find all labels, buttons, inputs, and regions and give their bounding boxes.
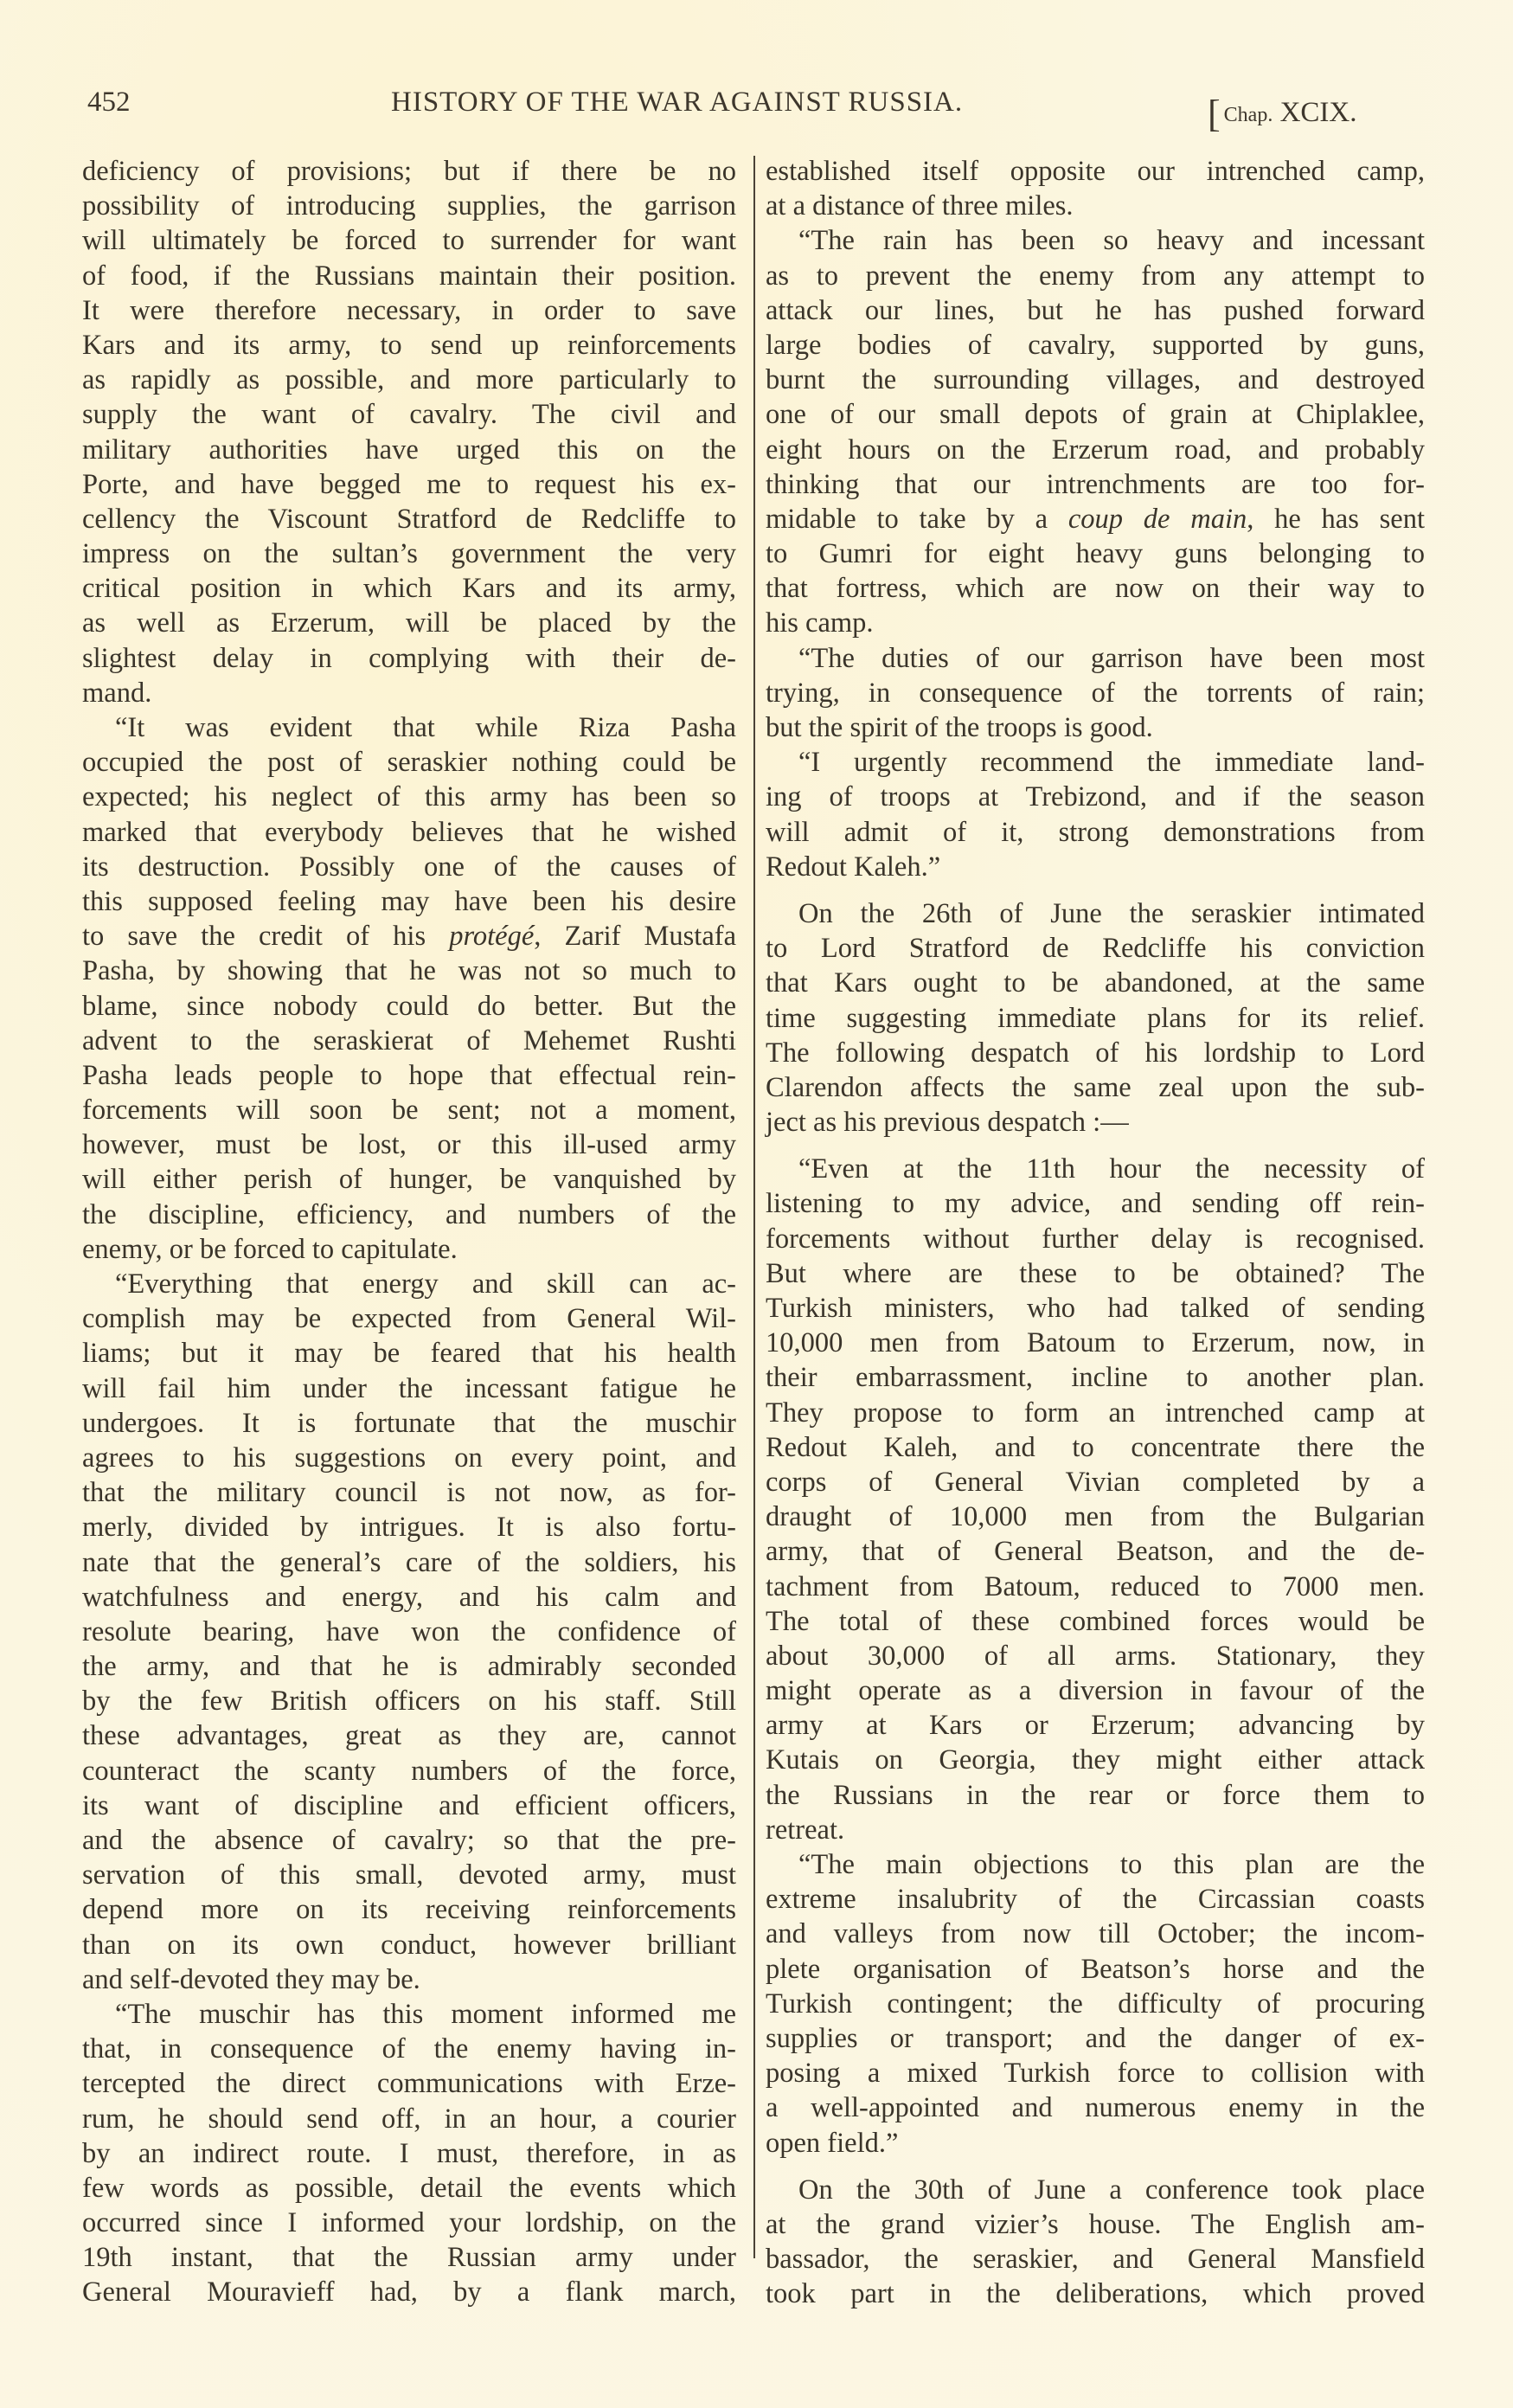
line-text: Turkish ministers, who had talked of sending: [766, 1293, 1425, 1324]
text-line: [766, 1430, 1425, 1465]
text-line: [766, 363, 1425, 397]
text-line: [766, 1070, 1425, 1105]
text-line: [766, 745, 1425, 780]
text-line: [766, 293, 1425, 328]
text-line: [82, 1441, 736, 1475]
line-text: to Lord Stratford de Redcliffe his conviction: [766, 933, 1425, 965]
text-line: [766, 536, 1425, 571]
line-text: blame, since nobody could do better. But the: [82, 990, 736, 1022]
line-text: “I urgently recommend the immediate land-: [798, 747, 1425, 779]
line-text: to save the credit of his: [82, 921, 426, 953]
text-line: [766, 1534, 1425, 1569]
text-line: [82, 606, 736, 640]
line-text: its want of discipline and efficient officers,: [82, 1789, 736, 1821]
paragraph-gap: [766, 1140, 1425, 1152]
line-text: by an indirect route. I must, therefore, in as: [82, 2137, 736, 2169]
line-text: enemy, or be forced to capitulate.: [82, 1233, 458, 1265]
running-title: HISTORY OF THE WAR AGAINST RUSSIA.: [391, 87, 964, 118]
text-line: [82, 1127, 736, 1162]
left-column: [82, 154, 736, 2310]
line-text: 10,000 men from Batoum to Erzerum, now, in: [766, 1327, 1425, 1359]
text-line: [82, 815, 736, 850]
line-text: open field.”: [766, 2127, 899, 2159]
text-line: [82, 1475, 736, 1510]
page-number: 452: [87, 87, 131, 118]
line-text: merly, divided by intrigues. It is also fortu-: [82, 1512, 736, 1544]
text-line: [82, 2240, 736, 2275]
line-text: complish may be expected from General Wil-: [82, 1303, 736, 1335]
line-text: these advantages, great as they are, cannot: [82, 1720, 736, 1752]
text-line: [766, 2056, 1425, 2090]
text-line: [82, 780, 736, 814]
text-line: [766, 1152, 1425, 1186]
line-text: large bodies of cavalry, supported by guns,: [766, 329, 1425, 361]
text-line: [766, 1396, 1425, 1430]
line-text: occurred since I informed your lordship, on the: [82, 2207, 736, 2239]
text-line: [82, 850, 736, 884]
text-line: [82, 328, 736, 363]
line-text: to Gumri for eight heavy guns belonging to: [766, 538, 1425, 570]
line-text: midable to take by a: [766, 503, 1048, 535]
text-line: [766, 1604, 1425, 1639]
line-text: servation of this small, devoted army, must: [82, 1859, 736, 1891]
line-text: will fail him under the incessant fatigue he: [82, 1372, 736, 1404]
line-text: undergoes. It is fortunate that the muschir: [82, 1407, 736, 1439]
text-line: [82, 919, 736, 954]
text-line: [766, 467, 1425, 502]
text-line: [82, 2206, 736, 2240]
text-line: [82, 189, 736, 223]
line-text: its destruction. Possibly one of the causes of: [82, 851, 736, 883]
chapter-number: XCIX.: [1279, 97, 1357, 128]
line-text: trying, in consequence of the torrents of rain;: [766, 677, 1425, 709]
text-line: [766, 2276, 1425, 2311]
text-line: [766, 1570, 1425, 1604]
text-line: [82, 1997, 736, 2032]
text-line: [766, 1291, 1425, 1326]
text-line: [82, 1754, 736, 1788]
line-text: cellency the Viscount Stratford de Redcliffe to: [82, 503, 736, 535]
line-text: but the spirit of the troops is good.: [766, 712, 1153, 743]
line-text: time suggesting immediate plans for its relief.: [766, 1002, 1425, 1034]
line-text: Porte, and have begged me to request his ex-: [82, 468, 736, 500]
text-line: [766, 1499, 1425, 1534]
text-line: [82, 1162, 736, 1197]
line-text: “It was evident that while Riza Pasha: [115, 712, 736, 743]
line-text: ject as his previous despatch :—: [766, 1107, 1129, 1139]
line-text: nate that the general’s care of the soldiers, his: [82, 1546, 736, 1578]
text-line: [82, 1336, 736, 1371]
text-line: [82, 1788, 736, 1823]
text-line: [82, 397, 736, 432]
text-line: [82, 954, 736, 988]
line-text: took part in the deliberations, which proved: [766, 2278, 1425, 2310]
text-line: [766, 1778, 1425, 1813]
text-line: [766, 1743, 1425, 1777]
text-line: [82, 1371, 736, 1406]
line-text: agrees to his suggestions on every point, and: [82, 1442, 736, 1474]
text-line: [82, 1058, 736, 1093]
text-line: [766, 1326, 1425, 1360]
line-text: They propose to form an intrenched camp at: [766, 1397, 1425, 1429]
line-text: “Everything that energy and skill can ac-: [115, 1268, 736, 1300]
line-text: forcements will soon be sent; not a moment,: [82, 1095, 736, 1127]
line-text: liams; but it may be feared that his health: [82, 1338, 736, 1370]
text-line: [82, 1510, 736, 1544]
text-line: [82, 1962, 736, 1997]
line-text: Pasha, by showing that he was not so much to: [82, 955, 736, 987]
text-line: [82, 259, 736, 293]
text-line: [766, 1360, 1425, 1395]
line-text: possibility of introducing supplies, the garrison: [82, 190, 736, 222]
text-line: [766, 1847, 1425, 1882]
line-text: that fortress, which are now on their way to: [766, 573, 1425, 605]
line-text: “The duties of our garrison have been most: [798, 642, 1425, 674]
line-text: will either perish of hunger, be vanquished by: [82, 1164, 736, 1196]
text-line: [766, 1186, 1425, 1221]
line-text: one of our small depots of grain at Chiplaklee,: [766, 399, 1425, 431]
text-line: [766, 1917, 1425, 1951]
line-text: bassador, the seraskier, and General Mansfield: [766, 2244, 1425, 2276]
line-text: Turkish contingent; the difficulty of procuring: [766, 1987, 1425, 2020]
text-line: [82, 884, 736, 919]
text-line: [766, 1813, 1425, 1847]
text-line: [766, 571, 1425, 606]
chapter-bracket: [: [1208, 93, 1221, 135]
text-line: [82, 1928, 736, 1962]
text-line: [766, 676, 1425, 710]
line-text: their embarrassment, incline to another plan.: [766, 1362, 1425, 1394]
line-text: tercepted the direct communications with Erze-: [82, 2068, 736, 2100]
line-text-after: , he has sent: [1247, 503, 1425, 535]
line-text: the army, and that he is admirably seconded: [82, 1651, 736, 1683]
line-text: however, must be lost, or this ill-used army: [82, 1129, 736, 1161]
line-text: eight hours on the Erzerum road, and probably: [766, 433, 1425, 466]
text-line: [82, 1093, 736, 1127]
text-line: [766, 1639, 1425, 1673]
text-line: [82, 223, 736, 258]
text-line: [82, 1024, 736, 1058]
italic-phrase: protégé: [449, 921, 535, 953]
text-line: [82, 2136, 736, 2171]
line-text: Redout Kaleh.”: [766, 851, 941, 883]
text-line: [82, 1858, 736, 1892]
text-line: [82, 2171, 736, 2206]
text-line: [82, 154, 736, 189]
text-line: [82, 571, 736, 606]
text-line: [82, 363, 736, 397]
line-text: a well-appointed and numerous enemy in the: [766, 2092, 1425, 2124]
text-line: [766, 966, 1425, 1000]
text-line: [766, 710, 1425, 745]
line-text: advent to the seraskierat of Mehemet Rushti: [82, 1024, 736, 1056]
line-text: It were therefore necessary, in order to save: [82, 294, 736, 326]
text-line: [766, 189, 1425, 223]
text-line: [766, 433, 1425, 467]
paragraph-gap: [766, 884, 1425, 896]
text-line: [766, 502, 1425, 536]
text-line: [82, 2066, 736, 2101]
line-text: might operate as a diversion in favour of the: [766, 1675, 1425, 1707]
text-line: [82, 1198, 736, 1232]
line-text: that the military council is not now, as for-: [82, 1477, 736, 1509]
italic-phrase: coup de main: [1067, 503, 1247, 535]
text-line: [82, 676, 736, 710]
line-text: posing a mixed Turkish force to collision with: [766, 2058, 1425, 2090]
line-text: watchfulness and energy, and his calm and: [82, 1581, 736, 1613]
line-text: On the 26th of June the seraskier intimated: [798, 897, 1425, 929]
line-text: this supposed feeling may have been his desire: [82, 885, 736, 917]
line-text: marked that everybody believes that he wished: [82, 816, 736, 848]
line-text: critical position in which Kars and its army,: [82, 573, 736, 605]
text-line: [82, 1267, 736, 1301]
line-text: as to prevent the enemy from any attempt to: [766, 260, 1425, 292]
line-text: plete organisation of Beatson’s horse and the: [766, 1953, 1425, 1985]
text-line: [82, 1823, 736, 1858]
text-line: [766, 1105, 1425, 1140]
chapter-prefix: Chap.: [1223, 104, 1273, 126]
line-text: the Russians in the rear or force them to: [766, 1779, 1425, 1811]
text-line: [82, 745, 736, 780]
text-line: [766, 2207, 1425, 2242]
text-line: [82, 989, 736, 1024]
text-line: [82, 1649, 736, 1684]
line-text: deficiency of provisions; but if there be no: [82, 156, 736, 187]
running-header: [0, 87, 1513, 135]
line-text: draught of 10,000 men from the Bulgarian: [766, 1501, 1425, 1533]
line-text: will ultimately be forced to surrender for want: [82, 225, 736, 257]
line-text: impress on the sultan’s government the very: [82, 538, 736, 570]
line-text: rum, he should send off, in an hour, a courier: [82, 2103, 736, 2135]
line-text: depend more on its receiving reinforcements: [82, 1894, 736, 1926]
right-column: [766, 154, 1425, 2311]
line-text: and self-devoted they may be.: [82, 1963, 420, 1995]
line-text: as well as Erzerum, will be placed by the: [82, 607, 736, 639]
text-line: [766, 815, 1425, 850]
text-line: [766, 154, 1425, 189]
text-line: [766, 2173, 1425, 2207]
text-line: [82, 1718, 736, 1753]
text-line: [766, 1222, 1425, 1256]
text-line: [82, 1545, 736, 1580]
line-text: tachment from Batoum, reduced to 7000 men.: [766, 1570, 1425, 1602]
text-line: [766, 896, 1425, 931]
text-line: [766, 223, 1425, 258]
line-text: established itself opposite our intrenched camp,: [766, 156, 1425, 187]
text-line: [82, 1301, 736, 1336]
line-text: General Mouravieff had, by a flank march,: [82, 2276, 736, 2308]
text-line: [82, 2102, 736, 2136]
line-text: Clarendon affects the same zeal upon the sub-: [766, 1071, 1425, 1103]
text-line: [766, 1708, 1425, 1743]
line-text: that, in consequence of the enemy having in-: [82, 2033, 736, 2065]
line-text: “The muschir has this moment informed me: [115, 1998, 736, 2030]
text-line: [766, 2021, 1425, 2056]
text-line: [766, 1001, 1425, 1036]
line-text: by the few British officers on his staff. Still: [82, 1686, 736, 1718]
line-text: burnt the surrounding villages, and destroyed: [766, 364, 1425, 396]
line-text: Pasha leads people to hope that effectual rein-: [82, 1059, 736, 1091]
line-text: ing of troops at Trebizond, and if the season: [766, 781, 1425, 813]
line-text: supplies or transport; and the danger of ex-: [766, 2022, 1425, 2054]
chapter-reference: [1208, 87, 1357, 135]
text-line: [766, 2242, 1425, 2276]
text-line: [82, 1684, 736, 1718]
text-line: [82, 1580, 736, 1615]
text-line: [766, 1987, 1425, 2021]
line-text: “The rain has been so heavy and incessant: [798, 225, 1425, 257]
text-line: [766, 259, 1425, 293]
line-text: that Kars ought to be abandoned, at the same: [766, 967, 1425, 999]
column-divider: [753, 156, 755, 2258]
line-text: The total of these combined forces would be: [766, 1605, 1425, 1637]
line-text: Kars and its army, to send up reinforcements: [82, 329, 736, 361]
text-line: [766, 1036, 1425, 1070]
line-text: than on its own conduct, however brilliant: [82, 1929, 736, 1961]
line-text: at the grand vizier’s house. The English am-: [766, 2208, 1425, 2240]
line-text: and the absence of cavalry; so that the pre-: [82, 1825, 736, 1856]
text-line: [766, 2126, 1425, 2161]
line-text: few words as possible, detail the events which: [82, 2172, 736, 2204]
line-text: army at Kars or Erzerum; advancing by: [766, 1710, 1425, 1742]
text-line: [766, 780, 1425, 814]
line-text: The following despatch of his lordship to Lord: [766, 1037, 1425, 1069]
line-text: But where are these to be obtained? The: [766, 1257, 1425, 1289]
line-text: resolute bearing, have won the confidence of: [82, 1615, 736, 1647]
line-text: Redout Kaleh, and to concentrate there the: [766, 1431, 1425, 1463]
text-line: [82, 536, 736, 571]
text-line: [766, 641, 1425, 676]
text-line: [766, 1952, 1425, 1987]
text-line: [82, 1892, 736, 1927]
line-text: about 30,000 of all arms. Stationary, they: [766, 1640, 1425, 1672]
line-text: occupied the post of seraskier nothing could be: [82, 747, 736, 779]
text-line: [82, 502, 736, 536]
line-text: and valleys from now till October; the incom-: [766, 1918, 1425, 1950]
line-text: army, that of General Beatson, and the de-: [766, 1536, 1425, 1568]
line-text: “Even at the 11th hour the necessity of: [798, 1153, 1425, 1185]
line-text: counteract the scanty numbers of the force,: [82, 1755, 736, 1787]
line-text: at a distance of three miles.: [766, 190, 1074, 222]
line-text: as rapidly as possible, and more particularly to: [82, 364, 736, 396]
text-line: [766, 328, 1425, 363]
text-line: [766, 2090, 1425, 2125]
text-line: [82, 1406, 736, 1441]
text-line: [82, 641, 736, 676]
line-text: of food, if the Russians maintain their position.: [82, 260, 736, 292]
line-text: retreat.: [766, 1814, 845, 1846]
line-text: supply the want of cavalry. The civil and: [82, 399, 736, 431]
line-text: slightest delay in complying with their de-: [82, 642, 736, 674]
line-text: military authorities have urged this on the: [82, 433, 736, 466]
line-text: 19th instant, that the Russian army under: [82, 2242, 736, 2274]
line-text: thinking that our intrenchments are too for-: [766, 468, 1425, 500]
line-text: will admit of it, strong demonstrations from: [766, 816, 1425, 848]
line-text: expected; his neglect of this army has been so: [82, 781, 736, 813]
line-text: forcements without further delay is recognised.: [766, 1223, 1425, 1255]
text-line: [766, 931, 1425, 966]
text-line: [82, 433, 736, 467]
text-line: [766, 606, 1425, 640]
line-text: listening to my advice, and sending off rein-: [766, 1188, 1425, 1220]
text-line: [766, 1882, 1425, 1917]
text-line: [82, 293, 736, 328]
line-text: On the 30th of June a conference took place: [798, 2174, 1425, 2206]
text-line: [82, 2032, 736, 2066]
line-text: corps of General Vivian completed by a: [766, 1466, 1425, 1498]
line-text: extreme insalubrity of the Circassian coasts: [766, 1884, 1425, 1916]
text-line: [766, 397, 1425, 432]
line-text: Kutais on Georgia, they might either attack: [766, 1744, 1425, 1776]
line-text: the discipline, efficiency, and numbers of the: [82, 1198, 736, 1230]
text-line: [82, 1615, 736, 1649]
text-line: [766, 1256, 1425, 1291]
line-text: attack our lines, but he has pushed forward: [766, 294, 1425, 326]
text-line: [82, 1232, 736, 1267]
line-text-after: , Zarif Mustafa: [534, 921, 736, 953]
text-line: [766, 1465, 1425, 1499]
text-line: [82, 467, 736, 502]
text-line: [82, 2275, 736, 2309]
text-line: [766, 850, 1425, 884]
paragraph-gap: [766, 2161, 1425, 2173]
text-line: [82, 710, 736, 745]
line-text: “The main objections to this plan are the: [798, 1849, 1425, 1880]
text-line: [766, 1673, 1425, 1708]
line-text: his camp.: [766, 607, 874, 639]
line-text: mand.: [82, 677, 152, 709]
